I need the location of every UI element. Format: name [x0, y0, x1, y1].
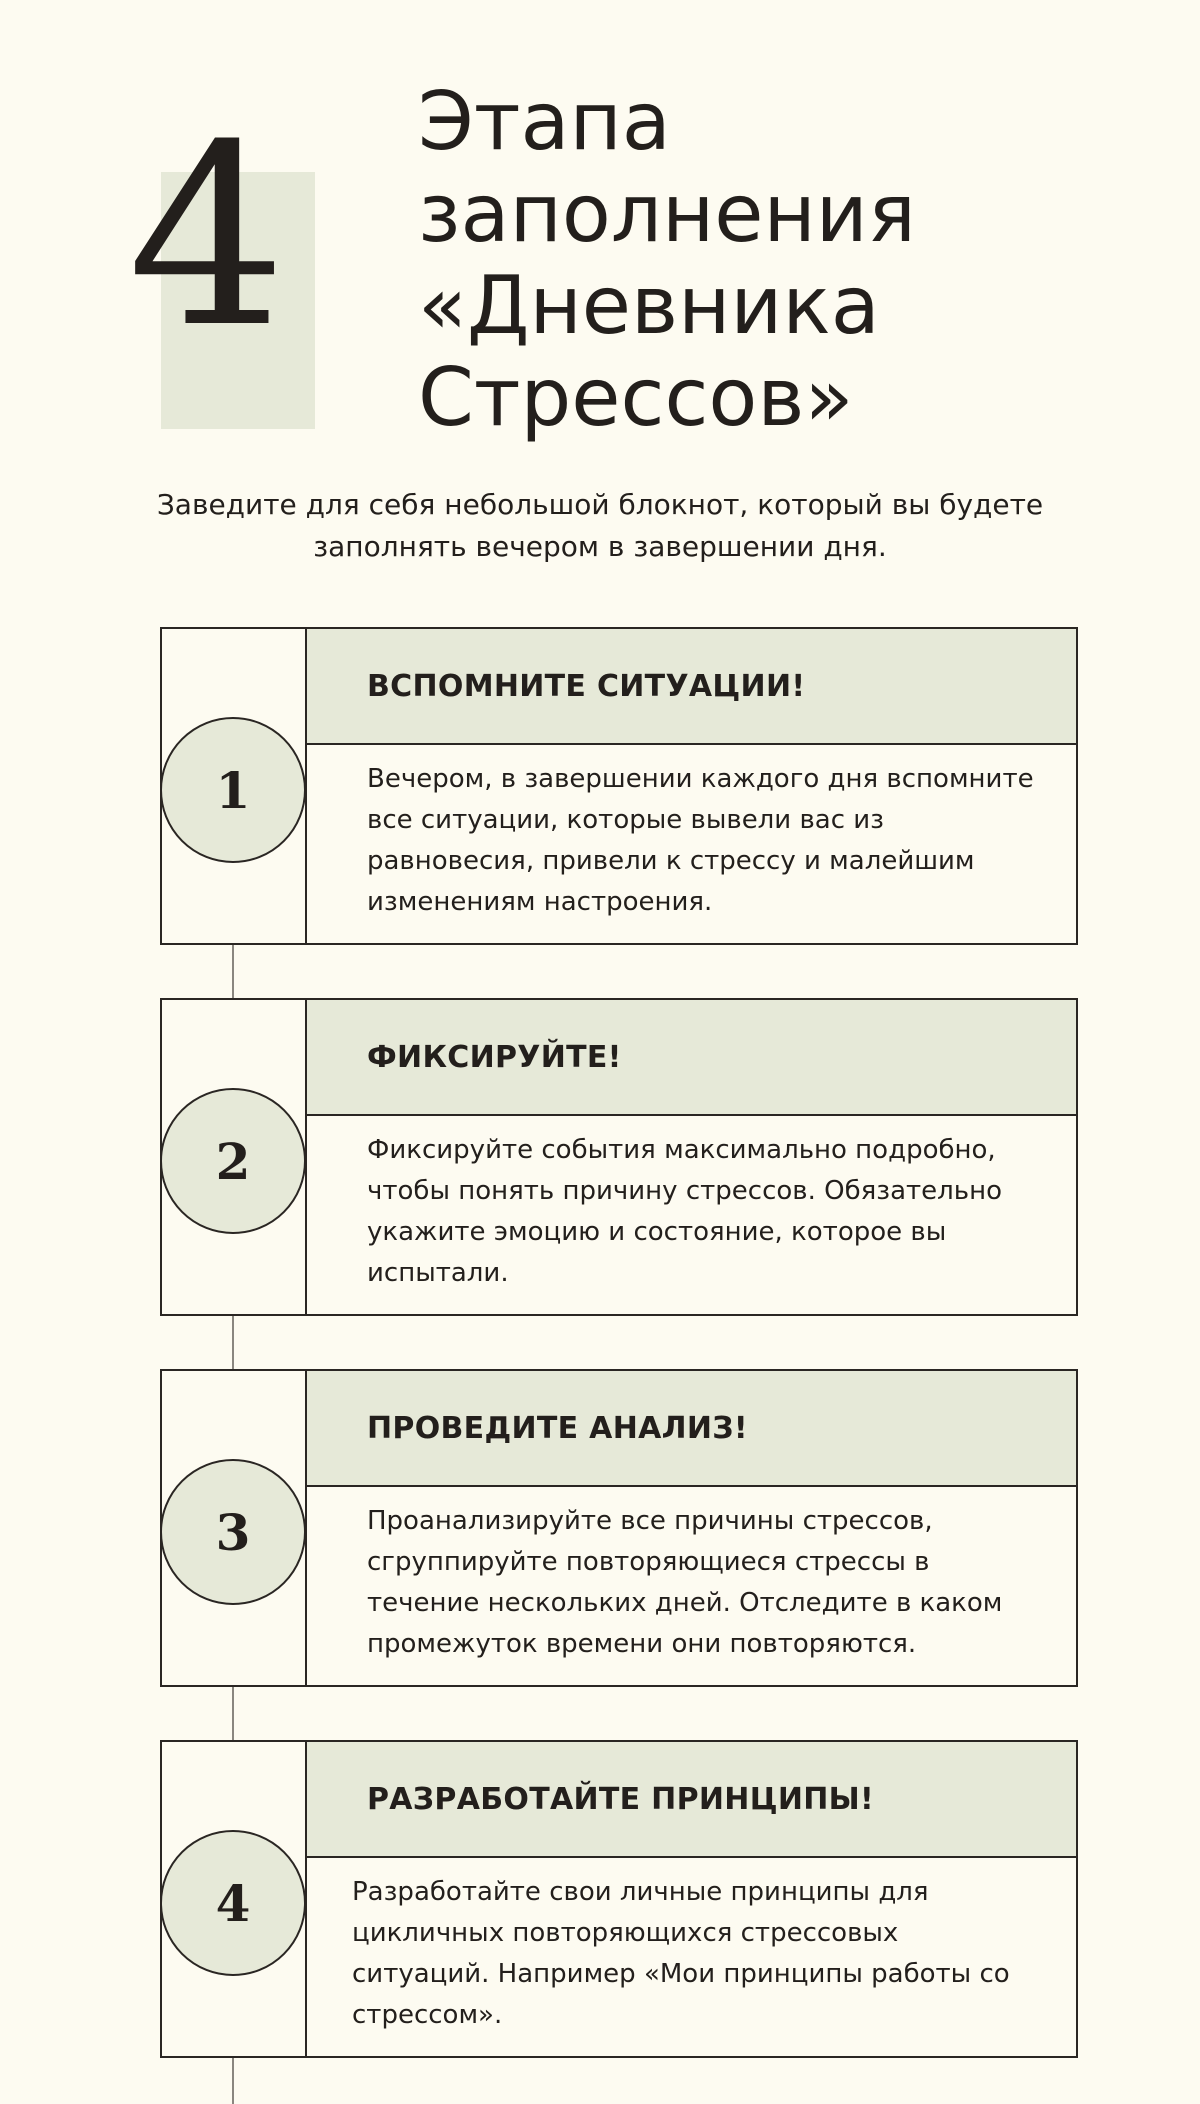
title-line: «Дневника [418, 259, 880, 352]
title-line: заполнения [418, 167, 916, 260]
step-title: ВСПОМНИТЕ СИТУАЦИИ! [307, 629, 1076, 745]
step-number-badge: 1 [160, 717, 306, 863]
step-number-badge: 2 [160, 1088, 306, 1234]
step-text-line: Вечером, в завершении каждого дня вспомните [367, 764, 1034, 794]
step-text-line: испытали. [367, 1258, 509, 1288]
step-text [367, 1501, 1057, 1665]
step-text [367, 1130, 1057, 1294]
step-card-1 [160, 627, 1078, 945]
step-number-badge: 4 [160, 1830, 306, 1976]
step-number-badge: 3 [160, 1459, 306, 1605]
title-line: Этапа [418, 75, 671, 168]
step-title: РАЗРАБОТАЙТЕ ПРИНЦИПЫ! [307, 1742, 1076, 1858]
step-text-line: чтобы понять причину стрессов. Обязательно [367, 1176, 1003, 1206]
intro-line: заполнять вечером в завершении дня. [313, 530, 887, 563]
title-line: Стрессов» [418, 351, 854, 444]
page-title [418, 76, 1158, 444]
step-card-3 [160, 1369, 1078, 1687]
step-text [367, 759, 1057, 923]
step-text-line: укажите эмоцию и состояние, которое вы [367, 1217, 947, 1247]
step-text-line: течение нескольких дней. Отследите в каком [367, 1588, 1003, 1618]
step-text-line: Проанализируйте все причины стрессов, [367, 1506, 933, 1536]
step-text [352, 1872, 1042, 2036]
step-card-2 [160, 998, 1078, 1316]
big-number: 4 [127, 91, 287, 382]
step-text-line: изменениям настроения. [367, 887, 713, 917]
intro-text [110, 484, 1090, 568]
step-text-line: ситуаций. Например «Мои принципы работы со [352, 1959, 1010, 1989]
step-text-line: равновесия, привели к стрессу и малейшим [367, 846, 975, 876]
step-text-line: стрессом». [352, 2000, 503, 2030]
step-text-line: Фиксируйте события максимально подробно, [367, 1135, 996, 1165]
step-text-line: промежуток времени они повторяются. [367, 1629, 917, 1659]
step-card-4 [160, 1740, 1078, 2058]
intro-line: Заведите для себя небольшой блокнот, который вы будете [156, 488, 1044, 521]
step-title: ПРОВЕДИТЕ АНАЛИЗ! [307, 1371, 1076, 1487]
step-title: ФИКСИРУЙТЕ! [307, 1000, 1076, 1116]
step-text-line: Разработайте свои личные принципы для [352, 1877, 929, 1907]
step-text-line: цикличных повторяющихся стрессовых [352, 1918, 899, 1948]
step-text-line: все ситуации, которые вывели вас из [367, 805, 885, 835]
step-text-line: сгруппируйте повторяющиеся стрессы в [367, 1547, 930, 1577]
